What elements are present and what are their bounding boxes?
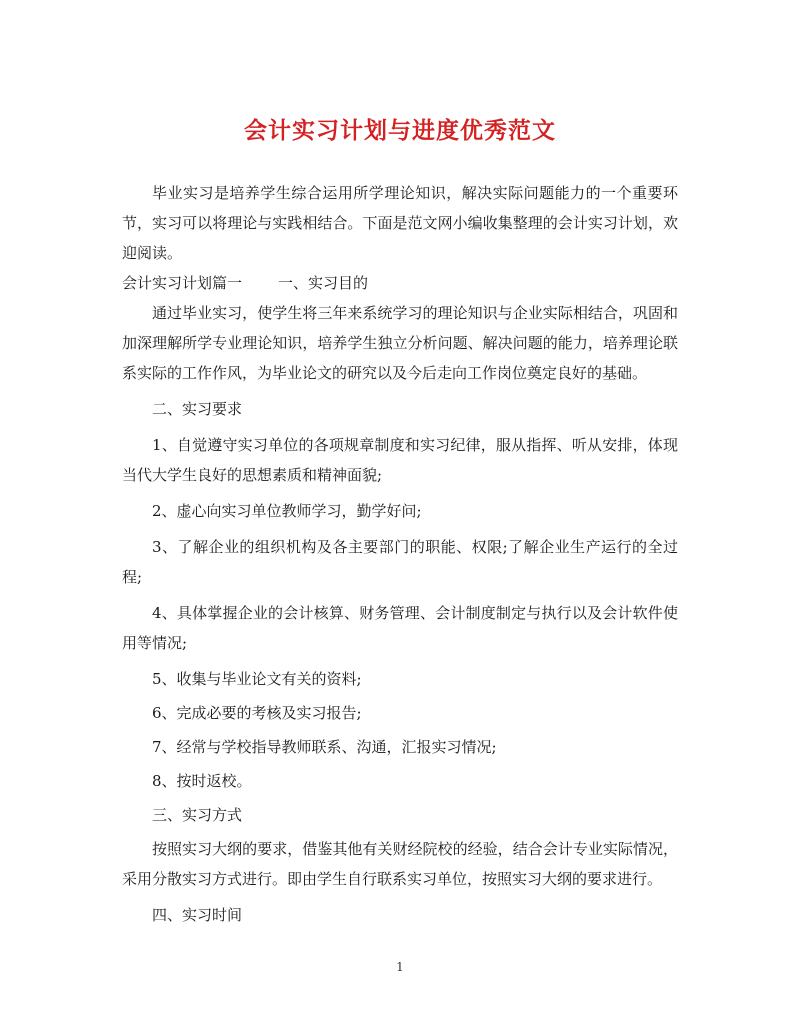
section-label: 会计实习计划篇一 bbox=[122, 274, 243, 292]
requirement-item: 3、了解企业的组织机构及各主要部门的职能、权限;了解企业生产运行的全过程; bbox=[122, 538, 678, 586]
document-title: 会计实习计划与进度优秀范文 bbox=[244, 118, 556, 144]
requirement-item: 6、完成必要的考核及实习报告; bbox=[152, 704, 362, 722]
heading-method: 三、实习方式 bbox=[152, 806, 243, 824]
section-heading-line bbox=[122, 268, 678, 298]
requirement-item: 7、经常与学校指导教师联系、沟通，汇报实习情况; bbox=[152, 738, 497, 756]
requirement-item: 4、具体掌握企业的会计核算、财务管理、会计制度制定与执行以及会计软件使用等情况; bbox=[122, 604, 678, 652]
requirement-item: 1、自觉遵守实习单位的各项规章制度和实习纪律，服从指挥、听从安排，体现当代大学生良好的思想素质和精神面貌; bbox=[122, 436, 678, 484]
intro-paragraph: 毕业实习是培养学生综合运用所学理论知识，解决实际问题能力的一个重要环节，实习可以将理论与实践相结合。下面是范文网小编收集整理的会计实习计划，欢迎阅读。 bbox=[122, 184, 678, 262]
heading-requirements: 二、实习要求 bbox=[152, 400, 243, 418]
requirement-item: 5、收集与毕业论文有关的资料; bbox=[152, 670, 362, 688]
heading-purpose: 一、实习目的 bbox=[278, 274, 369, 292]
heading-time: 四、实习时间 bbox=[152, 906, 243, 924]
document-body bbox=[122, 178, 678, 930]
requirement-item: 2、虚心向实习单位教师学习，勤学好问; bbox=[152, 502, 422, 520]
method-paragraph: 按照实习大纲的要求，借鉴其他有关财经院校的经验，结合会计专业实际情况，采用分散实习方式进行。即由学生自行联系实习单位，按照实习大纲的要求进行。 bbox=[122, 840, 678, 888]
purpose-paragraph: 通过毕业实习，使学生将三年来系统学习的理论知识与企业实际相结合，巩固和加深理解所学专业理论知识，培养学生独立分析问题、解决问题的能力，培养理论联系实际的工作作风，为毕业论文的研究以及今后走向工作岗位奠定良好的基础。 bbox=[122, 304, 678, 382]
requirement-item: 8、按时返校。 bbox=[152, 772, 252, 790]
page-number: 1 bbox=[396, 960, 404, 974]
